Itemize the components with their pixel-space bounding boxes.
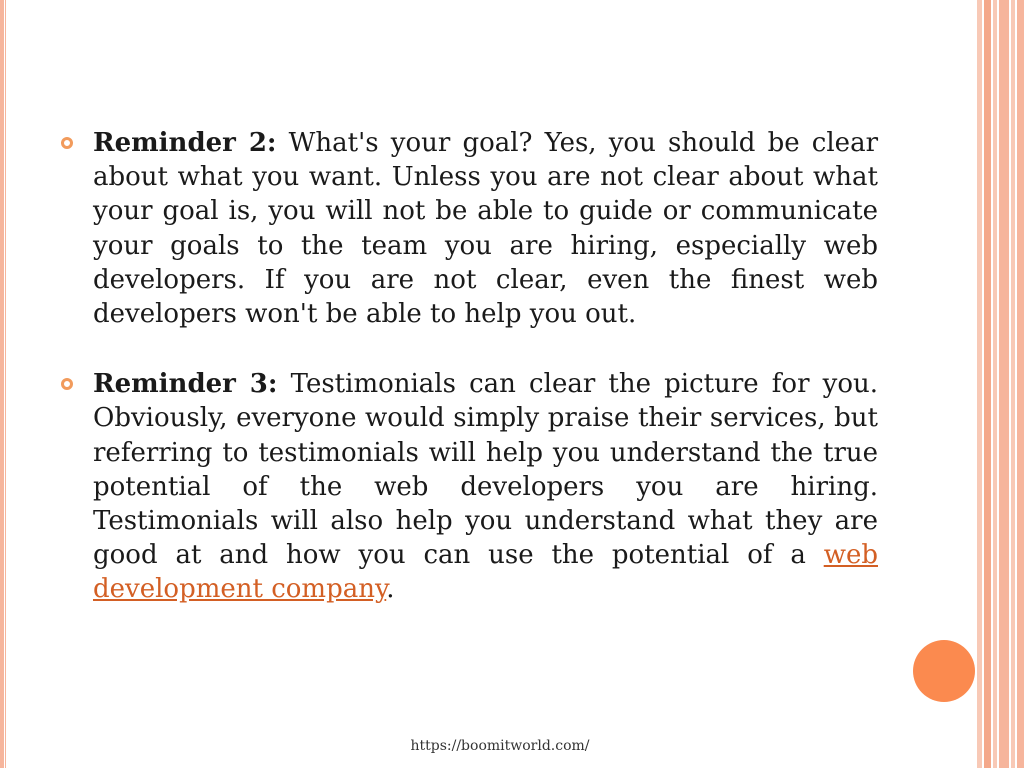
- left-border-line: [5, 0, 6, 768]
- bullet-item-reminder-3: [60, 367, 878, 606]
- right-stripe: [984, 0, 991, 768]
- right-stripe: [999, 0, 1009, 768]
- footer-url: https://boomitworld.com/: [410, 738, 590, 754]
- web-development-company-link[interactable]: web development company: [93, 540, 878, 605]
- left-border: [0, 0, 4, 768]
- bullet-text: What's your goal? Yes, you should be clear about what you want. Unless you are not clear about what your goal is, you will not be able to guide or communicate your goals to the team you are hiring, especially web developers. If you are not clear, even the finest web developers won't be able to help you out.: [93, 128, 878, 330]
- slide-content: [60, 126, 878, 607]
- right-stripe: [977, 0, 982, 768]
- right-stripe: [1017, 0, 1024, 768]
- ring-bullet-icon: [60, 377, 74, 391]
- bullet-text-end: .: [386, 574, 395, 605]
- right-stripe: [993, 0, 997, 768]
- right-stripe: [1011, 0, 1015, 768]
- bullet-label: Reminder 3:: [93, 369, 278, 400]
- bullet-item-reminder-2: [60, 126, 878, 331]
- decorative-circle: [913, 640, 975, 702]
- ring-bullet-icon: [60, 136, 74, 150]
- bullet-label: Reminder 2:: [93, 128, 277, 158]
- bullet-text: Testimonials can clear the picture for you. Obviously, everyone would simply praise their services, but referring to testimonials will help you understand the true potential of the web developers you are hiring. Testimonials will also help you understand what they are good at and how you can use the potential of a: [93, 369, 878, 571]
